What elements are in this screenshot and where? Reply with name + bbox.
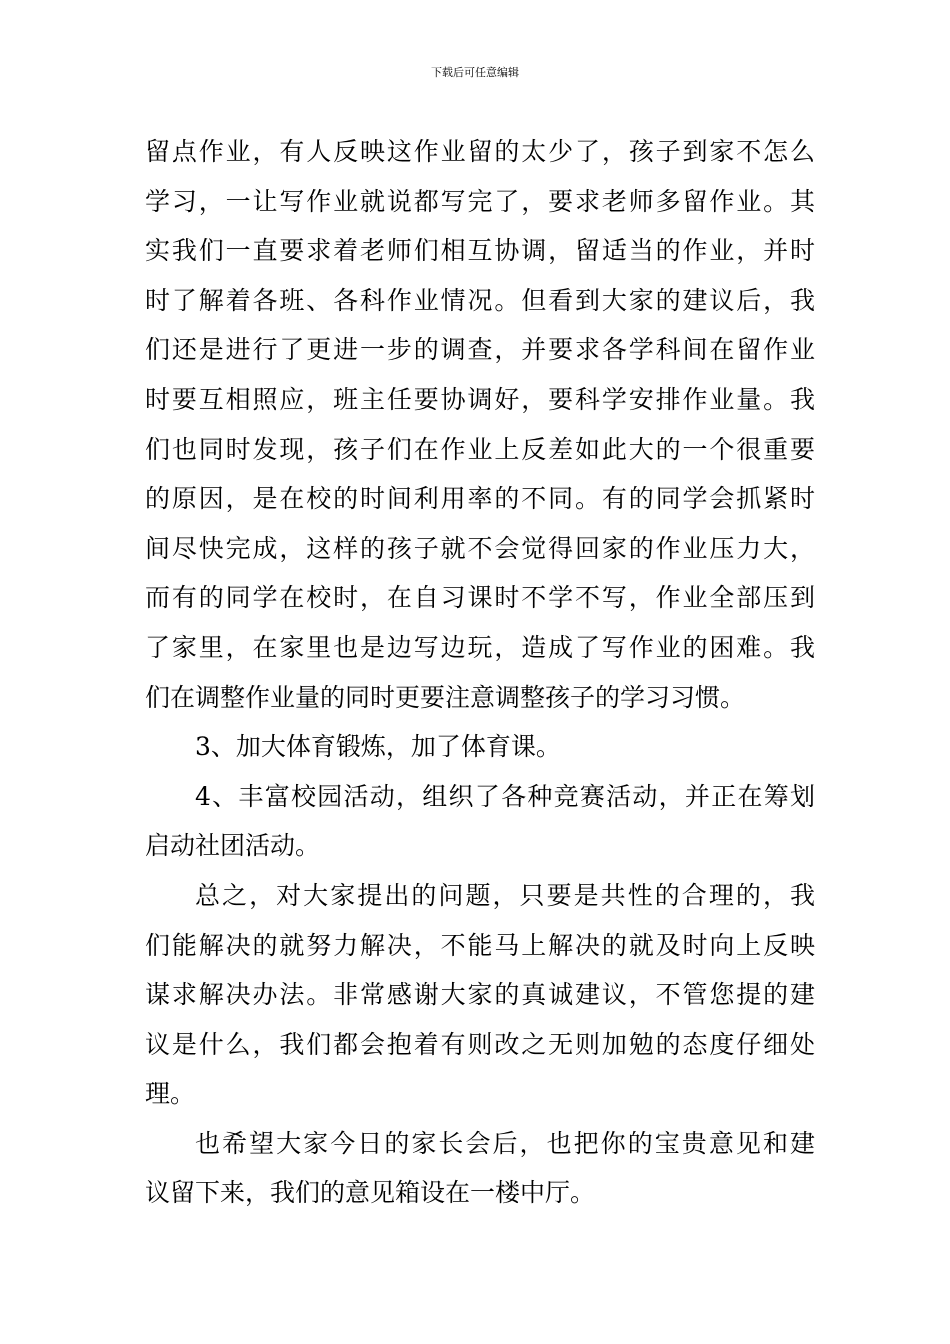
page-header: 下载后可任意编辑 — [431, 66, 519, 79]
text-line: 们能解决的就努力解决，不能马上解决的就及时向上反映 — [145, 930, 815, 960]
paragraph-item-4 — [145, 772, 815, 871]
text-line: 而有的同学在校时，在自习课时不学不写，作业全部压到 — [145, 583, 815, 613]
text-line: 留点作业，有人反映这作业留的太少了，孩子到家不怎么 — [145, 137, 815, 166]
text-line: 启动社团活动。 — [145, 831, 321, 861]
text-line: 理。 — [145, 1079, 196, 1109]
text-line: 总之，对大家提出的问题，只要是共性的合理的，我 — [195, 880, 815, 910]
text-line: 实我们一直要求着老师们相互协调，留适当的作业，并时 — [145, 236, 815, 266]
text-line: 间尽快完成，这样的孩子就不会觉得回家的作业压力大， — [145, 533, 815, 563]
text-line: 了家里，在家里也是边写边玩，造成了写作业的困难。我 — [145, 632, 815, 662]
text-line: 谋求解决办法。非常感谢大家的真诚建议，不管您提的建 — [145, 980, 815, 1010]
paragraph-homework — [145, 127, 815, 722]
paragraph-closing — [145, 1119, 815, 1218]
text-line: 4、丰富校园活动，组织了各种竞赛活动，并正在筹划 — [195, 781, 815, 811]
text-line: 的原因，是在校的时间利用率的不同。有的同学会抓紧时 — [145, 484, 815, 514]
text-line: 们也同时发现，孩子们在作业上反差如此大的一个很重要 — [145, 434, 815, 464]
text-line: 时了解着各班、各科作业情况。但看到大家的建议后，我 — [145, 285, 815, 315]
text-line: 议是什么，我们都会抱着有则改之无则加勉的态度仔细处 — [145, 1029, 815, 1059]
paragraph-summary — [145, 871, 815, 1119]
text-line: 也希望大家今日的家长会后，也把你的宝贵意见和建 — [195, 1128, 815, 1158]
text-line: 时要互相照应，班主任要协调好，要科学安排作业量。我 — [145, 384, 815, 414]
text-line: 学习，一让写作业就说都写完了，要求老师多留作业。其 — [145, 186, 815, 216]
document-body — [145, 127, 815, 1218]
text-line: 3、加大体育锻炼，加了体育课。 — [195, 732, 561, 762]
text-line: 们还是进行了更进一步的调查，并要求各学科间在留作业 — [145, 335, 815, 365]
text-line: 议留下来，我们的意见箱设在一楼中厅。 — [145, 1178, 596, 1208]
text-line: 们在调整作业量的同时更要注意调整孩子的学习习惯。 — [145, 682, 746, 712]
paragraph-item-3 — [145, 722, 815, 772]
